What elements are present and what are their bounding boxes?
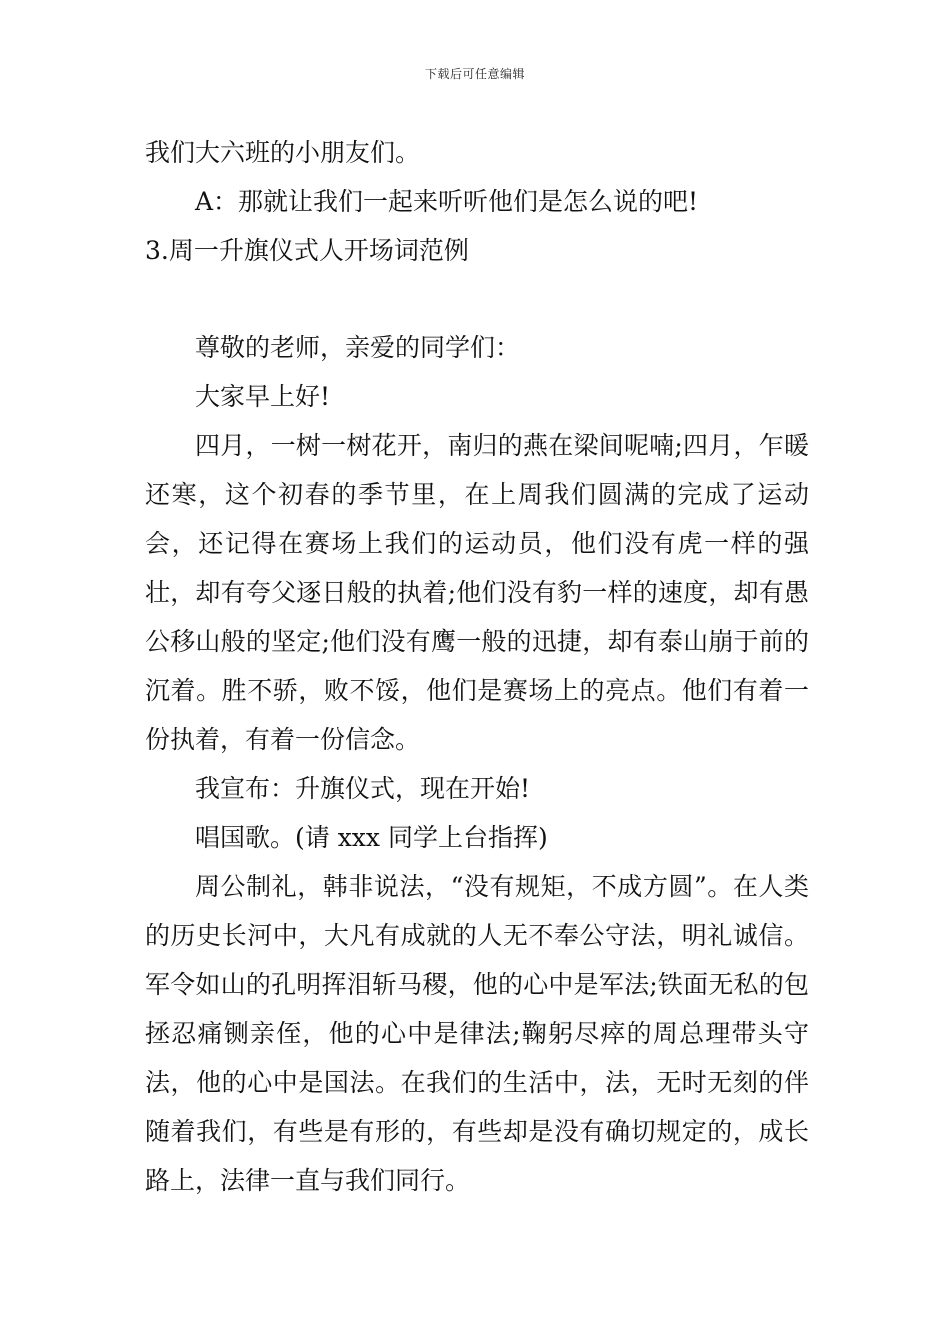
paragraph: 四月，一树一树花开，南归的燕在梁间呢喃;四月，乍暖还寒，这个初春的季节里，在上周我们圆满的完成了运动会，还记得在赛场上我们的运动员，他们没有虎一样的强壮，却有夸父逐日般的执着;他们没有豹一样的速度，却有愚公移山般的坚定;他们没有鹰一般的迅捷，却有泰山崩于前的沉着。胜不骄，败不馁，他们是赛场上的亮点。他们有着一份执着，有着一份信念。 <box>145 431 809 754</box>
dialogue-line: A：那就让我们一起来听听他们是怎么说的吧! <box>195 187 699 216</box>
morning-greeting: 大家早上好! <box>195 382 331 411</box>
announcement-line: 我宣布：升旗仪式，现在开始! <box>195 774 531 803</box>
greeting-line: 尊敬的老师，亲爱的同学们： <box>195 333 521 362</box>
document-body <box>145 128 809 1205</box>
paragraph: 周公制礼，韩非说法，“没有规矩，不成方圆”。在人类的历史长河中，大凡有成就的人无不奉公守法，明礼诚信。军令如山的孔明挥泪斩马稷，他的心中是军法;铁面无私的包拯忍痛铡亲侄，他的心中是律法;鞠躬尽瘁的周总理带头守法，他的心中是国法。在我们的生活中，法，无时无刻的伴随着我们，有些是有形的，有些却是没有确切规定的，成长路上，法律一直与我们同行。 <box>145 872 809 1195</box>
page-header: 下载后可任意编辑 <box>424 67 525 81</box>
section-heading: 3.周一升旗仪式人开场词范例 <box>145 236 469 265</box>
blank-line <box>145 275 809 323</box>
anthem-line: 唱国歌。(请 xxx 同学上台指挥) <box>195 823 548 852</box>
text-line: 我们大六班的小朋友们。 <box>145 138 421 167</box>
